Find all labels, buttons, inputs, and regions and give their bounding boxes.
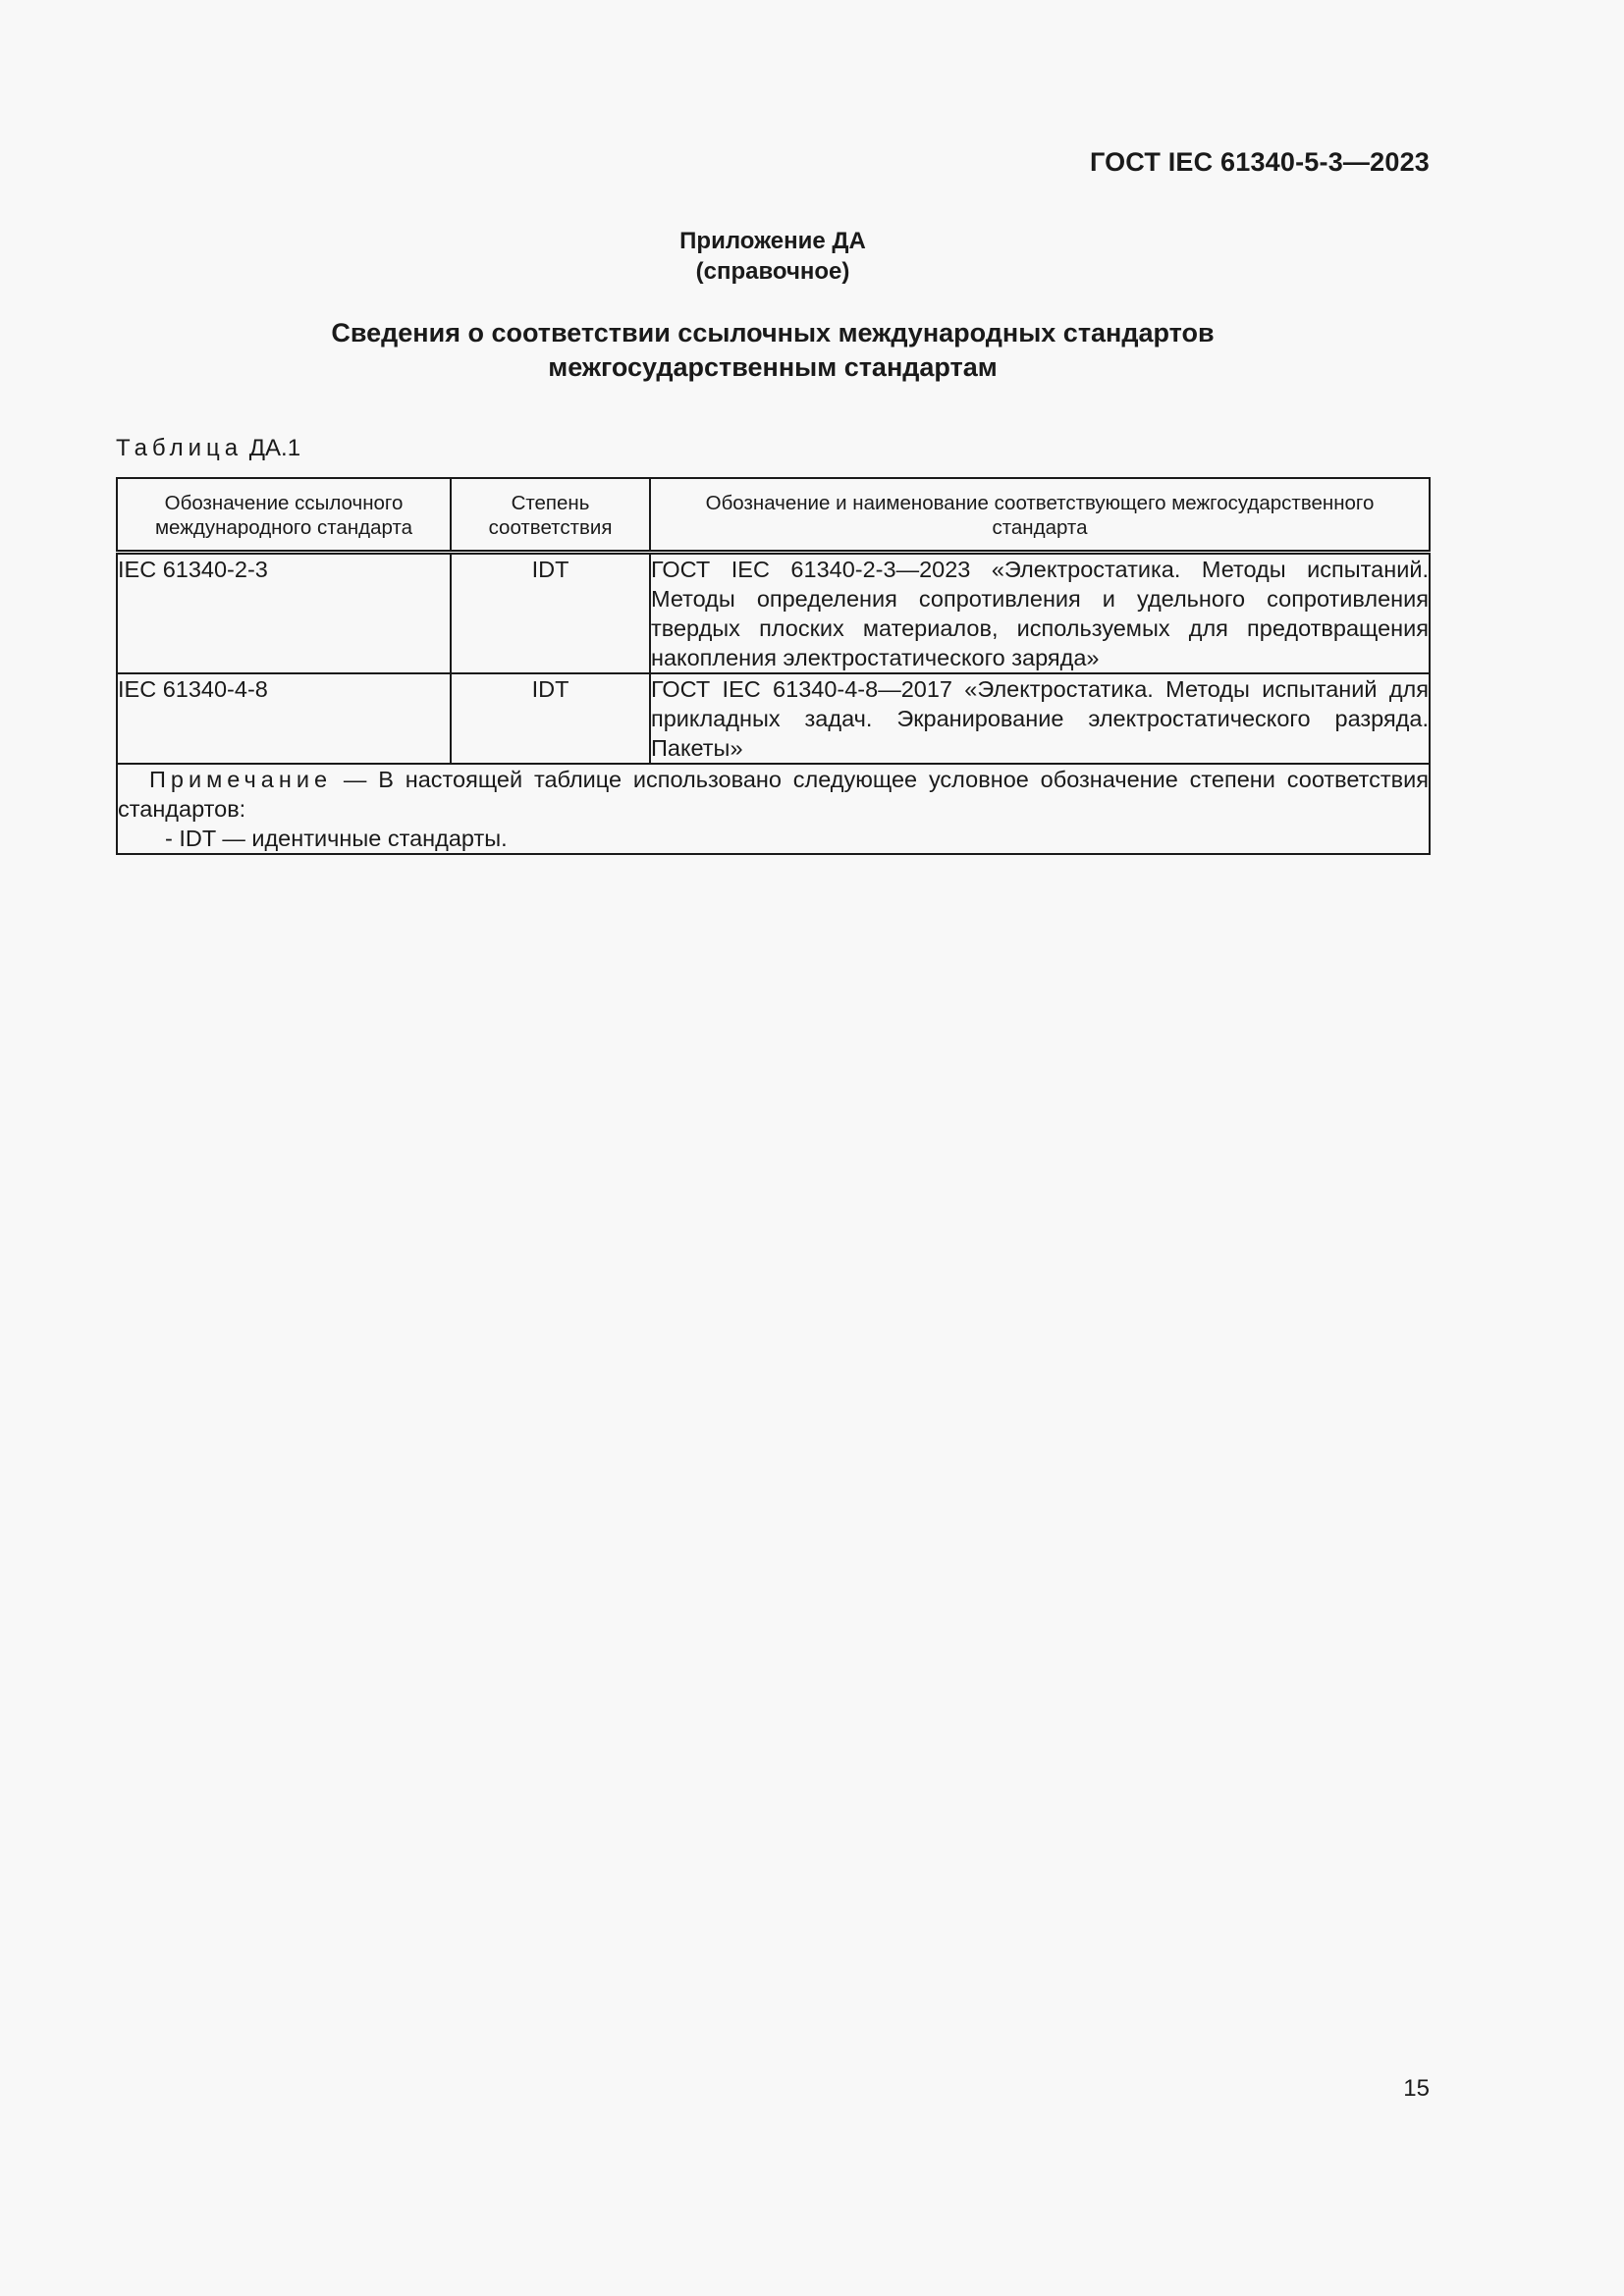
- table-caption-word: Таблица: [116, 435, 244, 461]
- note-list-item: - IDT — идентичные стандарты.: [165, 826, 508, 851]
- table-note-row: [117, 764, 1430, 854]
- note-text: — В настоящей таблице использовано следующее условное обозначение степени соответствия стандартов:: [118, 767, 1429, 822]
- annex-heading: [0, 226, 1545, 287]
- cell-standard-name: ГОСТ IEC 61340-4-8—2017 «Электростатика. Методы испытаний для прикладных задач. Экранирование электростатического разряда. Пакеты»: [650, 673, 1430, 764]
- section-title: [0, 316, 1545, 385]
- cell-standard-code: IEC 61340-4-8: [117, 673, 451, 764]
- document-code: ГОСТ IEC 61340-5-3—2023: [1089, 147, 1430, 177]
- table-caption-number: ДА.1: [248, 435, 301, 461]
- table-row: [117, 673, 1430, 764]
- section-title-line-2: межгосударственным стандартам: [548, 352, 998, 382]
- table-row: [117, 553, 1430, 674]
- table-caption: [116, 435, 300, 462]
- cell-standard-code: IEC 61340-2-3: [117, 553, 451, 674]
- section-title-line-1: Сведения о соответствии ссылочных международных стандартов: [331, 318, 1215, 347]
- table-header-row: [117, 478, 1430, 553]
- header-degree: Степень соответствия: [451, 478, 650, 553]
- cell-degree: IDT: [451, 673, 650, 764]
- header-interstate-standard: Обозначение и наименование соответствующего межгосударственного стандарта: [650, 478, 1430, 553]
- table-note: [117, 764, 1430, 854]
- annex-title: Приложение ДА: [679, 228, 866, 254]
- annex-subtitle: (справочное): [695, 258, 850, 285]
- header-international-standard: Обозначение ссылочного международного стандарта: [117, 478, 451, 553]
- page-number: 15: [1403, 2075, 1430, 2102]
- cell-standard-name: ГОСТ IEC 61340-2-3—2023 «Электростатика. Методы испытаний. Методы определения сопротивления и удельного сопротивления твердых плоских материалов, используемых для предотвращения накопления электростатического заряда»: [650, 553, 1430, 674]
- cell-degree: IDT: [451, 553, 650, 674]
- reference-standards-table: [116, 477, 1431, 855]
- note-label: Примечание: [149, 767, 333, 792]
